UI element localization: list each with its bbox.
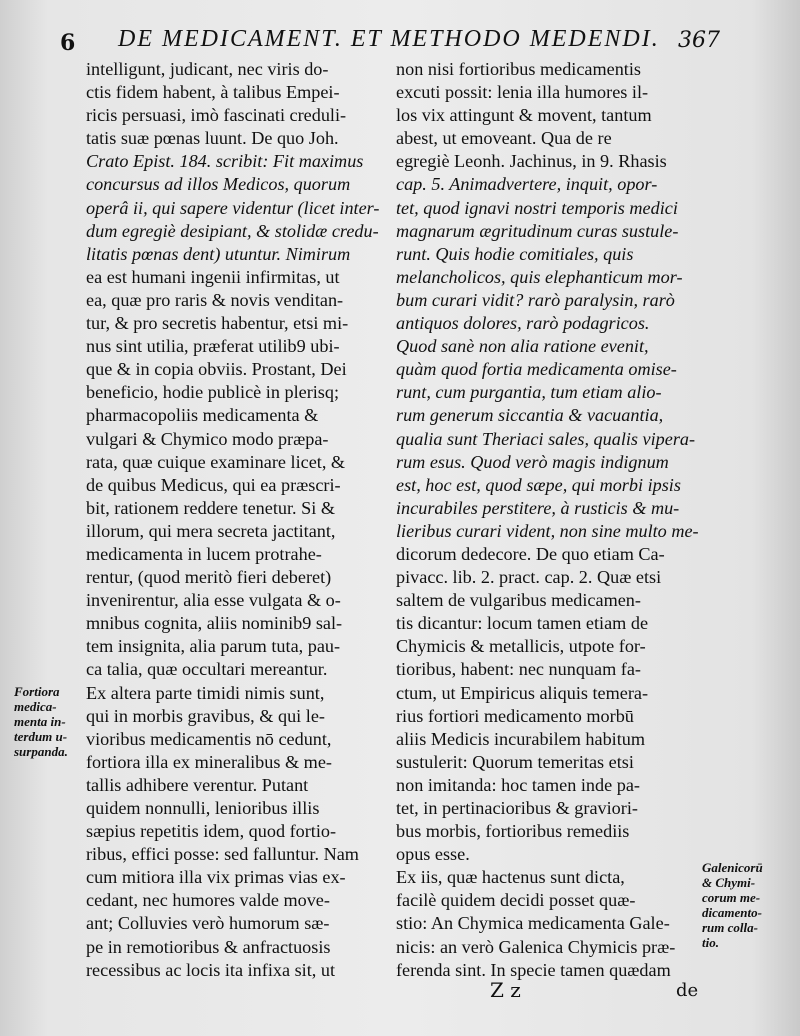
marginal-note-line: corum me- <box>702 890 761 905</box>
text-line: ea, quæ pro raris & novis venditan- <box>86 289 344 310</box>
text-line: dum egregiè desipiant, & stolidæ credu- <box>86 220 379 241</box>
text-line: magnarum ægritudinum curas sustule- <box>396 220 679 241</box>
text-line: runt, cum purgantia, tum etiam alio- <box>396 382 662 403</box>
left-text-column <box>86 58 386 982</box>
text-line: sæpius repetitis idem, quod fortio- <box>86 821 337 842</box>
text-line: bum curari vidit? rarò paralysin, rarò <box>396 289 675 310</box>
text-line: beneficio, hodie publicè in plerisq; <box>86 382 340 403</box>
page-footer <box>0 978 800 1008</box>
text-line: ferenda sint. In specie tamen quædam <box>396 959 671 980</box>
text-line: tallis adhibere verentur. Putant <box>86 774 309 795</box>
text-line: bit, rationem reddere tenetur. Si & <box>86 497 335 518</box>
text-line: saltem de vulgaribus medicamen- <box>396 590 641 611</box>
marginal-note-line: Galenicorū <box>702 860 763 875</box>
text-line: pivacc. lib. 2. pract. cap. 2. Quæ etsi <box>396 567 662 588</box>
text-line: dicorum dedecore. De quo etiam Ca- <box>396 543 665 564</box>
text-line: pharmacopoliis medicamenta & <box>86 405 319 426</box>
marginal-note-line: menta in- <box>14 714 66 729</box>
text-line: opus esse. <box>396 844 470 865</box>
running-title: DE MEDICAMENT. ET METHODO MEDENDI. <box>118 26 660 52</box>
text-line: ca talia, quæ occultari mereantur. <box>86 659 328 680</box>
text-line: rentur, (quod meritò fieri deberet) <box>86 567 332 588</box>
text-line: tet, quod ignavi nostri temporis medici <box>396 197 678 218</box>
text-line: ricis persuasi, imò fascinati creduli- <box>86 105 347 126</box>
text-line: mnibus cognita, aliis nominib9 sal- <box>86 613 343 634</box>
marginal-note-line: dicamento- <box>702 905 762 920</box>
text-line: non nisi fortioribus medicamentis <box>396 59 641 79</box>
text-line: Crato Epist. 184. scribit: Fit maximus <box>86 151 364 172</box>
text-line: incurabiles perstitere, à rusticis & mu- <box>396 497 680 518</box>
text-line: tatis suæ pœnas luunt. De quo Joh. <box>86 128 339 149</box>
marginal-note-line: surpanda. <box>14 744 68 759</box>
marginal-note-line: terdum u- <box>14 729 68 744</box>
text-line: est, hoc est, quod sæpe, qui morbi ipsis <box>396 474 681 495</box>
text-line: illorum, qui mera secreta jactitant, <box>86 520 336 541</box>
text-line: qui in morbis gravibus, & qui le- <box>86 705 325 726</box>
text-line: rius fortiori medicamento morbū <box>396 705 634 726</box>
text-line: los vix attingunt & movent, tantum <box>396 105 652 126</box>
text-line: ctis fidem habent, à talibus Empei- <box>86 82 340 103</box>
text-line: Chymicis & metallicis, utpote for- <box>396 636 646 657</box>
left-marginal-note <box>14 684 84 759</box>
page-header <box>60 22 720 58</box>
text-line: lieribus curari vident, non sine multo me- <box>396 520 699 541</box>
text-line: facilè quidem decidi posset quæ- <box>396 890 636 911</box>
marginal-note-line: medica- <box>14 699 57 714</box>
right-marginal-note <box>702 860 796 950</box>
text-line: Quod sanè non alia ratione evenit, <box>396 336 649 357</box>
text-line: abest, ut emoveant. Qua de re <box>396 128 612 149</box>
text-line: fortiora illa ex mineralibus & me- <box>86 751 332 772</box>
text-line: de quibus Medicus, qui ea præscri- <box>86 474 341 495</box>
text-line: recessibus ac locis ita infixa sit, ut <box>86 959 336 980</box>
text-line: stio: An Chymica medicamenta Gale- <box>396 913 670 934</box>
text-line: egregiè Leonh. Jachinus, in 9. Rhasis <box>396 151 667 172</box>
catchword: de <box>676 980 699 1001</box>
page-number: 367 <box>678 28 720 53</box>
text-line: nus sint utilia, præferat utilib9 ubi- <box>86 336 340 357</box>
text-line: tet, in pertinacioribus & graviori- <box>396 798 638 818</box>
text-line: litatis pœnas dent) utuntur. Nimirum <box>86 243 351 264</box>
text-line: tur, & pro secretis habentur, etsi mi- <box>86 313 349 334</box>
text-line: cedant, nec humores valde move- <box>86 890 330 911</box>
text-line: quàm quod fortia medicamenta omise- <box>396 359 677 380</box>
text-line: sustulerit: Quorum temeritas etsi <box>396 751 634 772</box>
text-line: concursus ad illos Medicos, quorum <box>86 174 351 195</box>
text-line: cum mitiora illa vix primas vias ex- <box>86 867 346 888</box>
text-line: ctum, ut Empiricus aliquis temera- <box>396 682 649 703</box>
text-line: Ex altera parte timidi nimis sunt, <box>86 682 325 703</box>
text-line: tioribus, habent: nec nunquam fa- <box>396 659 641 680</box>
marginal-note-line: tio. <box>702 935 719 950</box>
signature-mark: Z z <box>490 978 521 1002</box>
text-line: nicis: an verò Galenica Chymicis præ- <box>396 936 676 957</box>
text-line: aliis Medicis incurabilem habitum <box>396 728 646 749</box>
text-line: excuti possit: lenia illa humores il- <box>396 82 649 103</box>
text-line: pe in remotioribus & anfractuosis <box>86 936 331 957</box>
text-line: cap. 5. Animadvertere, inquit, opor- <box>396 174 658 195</box>
header-ornament: 6 <box>60 30 76 56</box>
text-line: intelligunt, judicant, nec viris do- <box>86 59 329 79</box>
marginal-note-line: rum colla- <box>702 920 758 935</box>
text-line: Ex iis, quæ hactenus sunt dicta, <box>396 867 625 888</box>
text-line: que & in copia obviis. Prostant, Dei <box>86 359 347 380</box>
text-line: bus morbis, fortioribus remediis <box>396 821 630 842</box>
right-text-column <box>396 58 702 982</box>
marginal-note-line: & Chymi- <box>702 875 756 890</box>
text-line: medicamenta in lucem protrahe- <box>86 543 322 564</box>
text-line: runt. Quis hodie comitiales, quis <box>396 243 634 264</box>
text-line: ea est humani ingenii infirmitas, ut <box>86 266 340 287</box>
text-line: antiquos dolores, rarò podagricos. <box>396 313 650 334</box>
text-line: rum esus. Quod verò magis indignum <box>396 451 669 472</box>
text-line: ribus, effici posse: sed falluntur. Nam <box>86 844 359 865</box>
text-line: vulgari & Chymico modo præpa- <box>86 428 329 449</box>
text-line: qualia sunt Theriaci sales, qualis vipera- <box>396 428 696 449</box>
text-line: invenirentur, alia esse vulgata & o- <box>86 590 341 611</box>
text-line: ant; Colluvies verò humorum sæ- <box>86 913 330 934</box>
text-line: operâ ii, qui sapere videntur (licet inter- <box>86 197 380 218</box>
text-line: non imitanda: hoc tamen inde pa- <box>396 774 640 795</box>
text-line: tem insignita, alia parum tuta, pau- <box>86 636 341 657</box>
text-line: melancholicos, quis elephanticum mor- <box>396 266 683 287</box>
text-line: tis dicantur: locum tamen etiam de <box>396 613 649 634</box>
text-line: quidem nonnulli, lenioribus illis <box>86 798 320 818</box>
text-line: rum generum siccantia & vacuantia, <box>396 405 664 426</box>
text-line: rata, quæ cuique examinare licet, & <box>86 451 346 472</box>
text-line: vioribus medicamentis nō cedunt, <box>86 728 332 749</box>
marginal-note-line: Fortiora <box>14 684 60 699</box>
